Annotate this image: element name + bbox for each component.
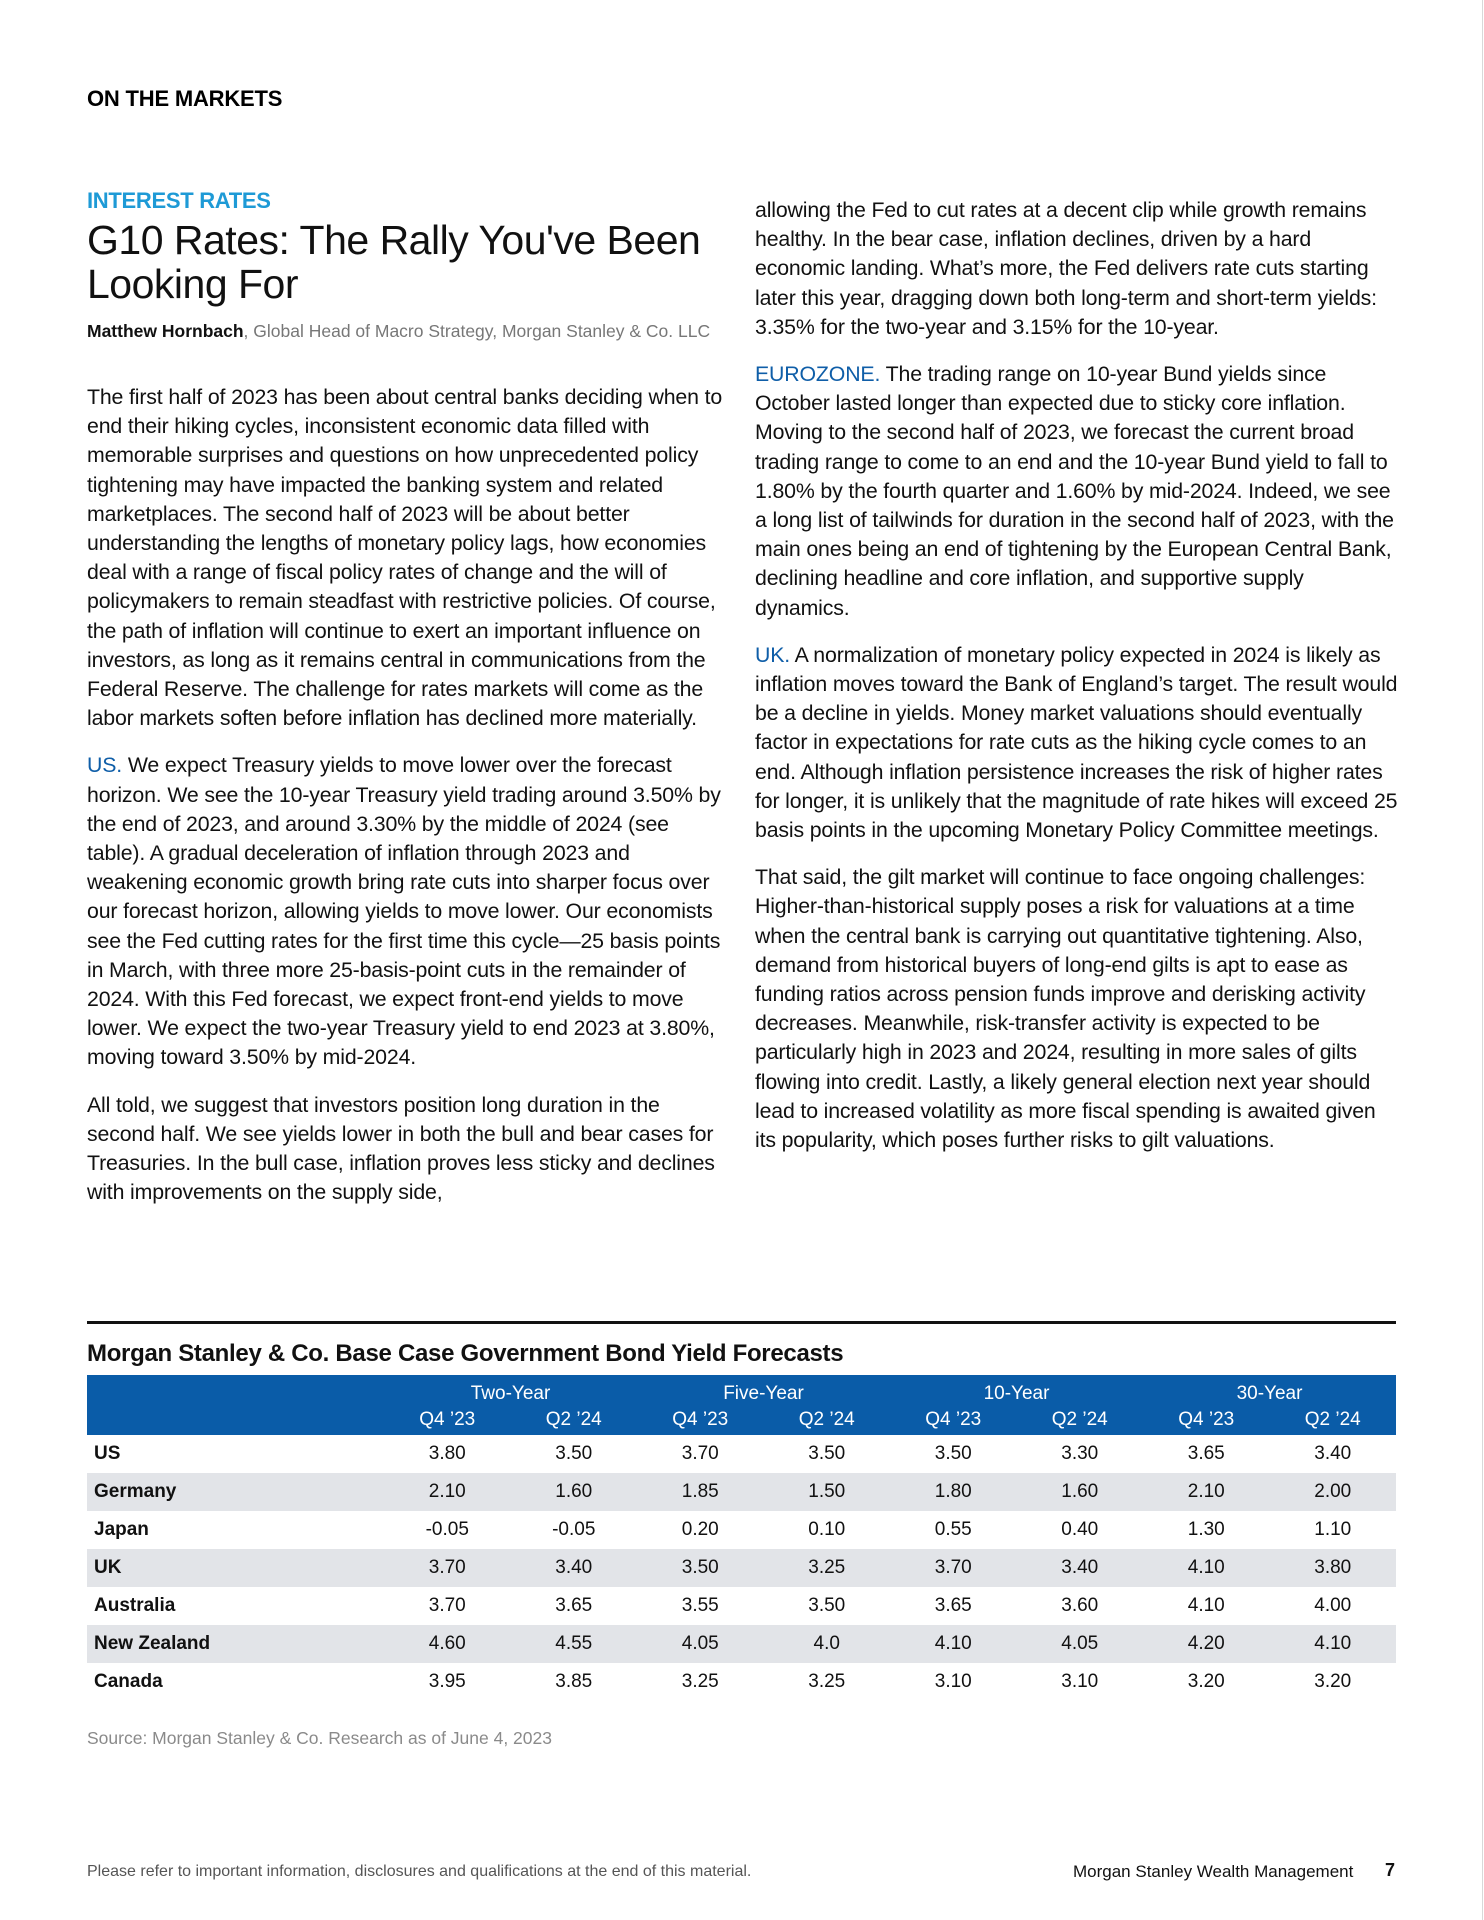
- cell: 0.40: [1061, 1519, 1099, 1540]
- subheader: Q4 ’23: [1143, 1405, 1270, 1435]
- cell: 3.10: [934, 1671, 972, 1692]
- cell: 4.05: [1017, 1625, 1144, 1663]
- table-row: [87, 1663, 1396, 1701]
- cell: 1.30: [1187, 1519, 1225, 1540]
- author-name: Matthew Hornbach: [87, 321, 244, 341]
- cell: 3.50: [555, 1443, 593, 1464]
- cell: 3.65: [1187, 1443, 1225, 1464]
- cell: 4.05: [637, 1625, 764, 1663]
- cell: -0.05: [425, 1519, 469, 1540]
- section-label: ON THE MARKETS: [87, 86, 283, 111]
- paragraph-continued: allowing the Fed to cut rates at a decent clip while growth remains healthy. In the bear case, inflation declines, driven by a hard economic landing. What’s more, the Fed delivers rate cuts starting later this year, dragging down both long-term and short-term yields: 3.35% for the two-year and 3.15% for the 10-year.: [755, 198, 1377, 339]
- table-row: [87, 1473, 1396, 1511]
- row-country: US: [94, 1443, 121, 1464]
- subheader: Q2 ’24: [1017, 1405, 1144, 1435]
- paragraph-us: US. We expect Treasury yields to move lower over the forecast horizon. We see the 10-year Treasury yield trading around 3.50% by the end of 2023, and around 3.30% by the middle of 2024 (see table). A gradual deceleration of inflation through 2023 and weakening economic growth bring rate cuts into sharper focus over our forecast horizon, allowing yields to move lower. Our economists see the Fed cutting rates for the first time this cycle—25 basis points in March, with three more 25-basis-point cuts in the remainder of 2024. With this Fed forecast, we expect front-end yields to move lower. We expect the two-year Treasury yield to end 2023 at 3.80%, moving toward 3.50% by mid-2024.: [87, 753, 721, 1070]
- cell: 3.70: [890, 1549, 1017, 1587]
- cell: 3.20: [1314, 1671, 1352, 1692]
- row-country: Japan: [94, 1519, 149, 1540]
- row-country: UK: [87, 1549, 384, 1587]
- cell: 3.40: [1017, 1549, 1144, 1587]
- header-blank: [87, 1405, 384, 1435]
- table-row: [87, 1549, 1396, 1587]
- right-column: [755, 196, 1400, 1155]
- yield-forecast-table: [87, 1375, 1396, 1701]
- cell: 3.70: [428, 1595, 466, 1616]
- cell: 0.55: [934, 1519, 972, 1540]
- cell: 4.10: [1143, 1549, 1270, 1587]
- region-lead-us: US.: [87, 753, 123, 778]
- cell: 4.60: [384, 1625, 511, 1663]
- cell: 3.25: [681, 1671, 719, 1692]
- article-kicker: INTEREST RATES: [87, 188, 271, 213]
- cell: 3.40: [1314, 1443, 1352, 1464]
- cell: 3.70: [384, 1549, 511, 1587]
- cell: 1.60: [511, 1473, 638, 1511]
- footer-brand: Morgan Stanley Wealth Management: [1073, 1862, 1354, 1881]
- cell: 3.10: [1061, 1671, 1099, 1692]
- byline: [87, 321, 737, 342]
- cell: 3.95: [428, 1671, 466, 1692]
- header-blank: [87, 1375, 384, 1405]
- subheader: Q2 ’24: [764, 1405, 891, 1435]
- cell: 3.40: [511, 1549, 638, 1587]
- cell: 1.10: [1314, 1519, 1352, 1540]
- cell: 4.10: [890, 1625, 1017, 1663]
- cell: 3.25: [808, 1671, 846, 1692]
- table-row: [87, 1435, 1396, 1473]
- table-source: Source: Morgan Stanley & Co. Research as of June 4, 2023: [87, 1728, 552, 1748]
- subheader: Q2 ’24: [511, 1405, 638, 1435]
- row-country: Germany: [87, 1473, 384, 1511]
- cell: 4.10: [1187, 1595, 1225, 1616]
- left-column: [87, 383, 732, 1207]
- cell: 0.20: [681, 1519, 719, 1540]
- cell: 3.55: [681, 1595, 719, 1616]
- cell: 3.50: [808, 1443, 846, 1464]
- cell: 1.50: [764, 1473, 891, 1511]
- cell: 3.80: [428, 1443, 466, 1464]
- cell: 3.65: [555, 1595, 593, 1616]
- subheader: Q4 ’23: [890, 1405, 1017, 1435]
- cell: 4.00: [1314, 1595, 1352, 1616]
- cell: 1.80: [890, 1473, 1017, 1511]
- cell: 0.10: [808, 1519, 846, 1540]
- group-header-10-year: 10-Year: [890, 1375, 1143, 1405]
- paragraph-uk: UK. A normalization of monetary policy expected in 2024 is likely as inflation moves toward the Bank of England’s target. The result would be a decline in yields. Money market valuations should eventually factor in expectations for rate cuts as the hiking cycle comes to an end. Although inflation persistence increases the risk of higher rates for longer, it is unlikely that the magnitude of rate hikes will exceed 25 basis points in the upcoming Monetary Policy Committee meetings.: [755, 642, 1398, 843]
- cell: 1.85: [637, 1473, 764, 1511]
- cell: 2.10: [1143, 1473, 1270, 1511]
- footer-disclaimer: Please refer to important information, disclosures and qualifications at the end of this material.: [87, 1863, 752, 1880]
- page-number: 7: [1385, 1860, 1396, 1880]
- cell: 3.50: [637, 1549, 764, 1587]
- group-header-30-year: 30-Year: [1143, 1375, 1396, 1405]
- cell: 3.85: [555, 1671, 593, 1692]
- row-country: New Zealand: [87, 1625, 384, 1663]
- paragraph-eurozone: EUROZONE. The trading range on 10-year Bund yields since October lasted longer than expected due to sticky core inflation. Moving to the second half of 2023, we forecast the current broad trading range to come to an end and the 10-year Bund yield to fall to 1.80% by the fourth quarter and 1.60% by mid-2024. Indeed, we see a long list of tailwinds for duration in the second half of 2023, with the main ones being an end of tightening by the European Central Bank, declining headline and core inflation, and supportive supply dynamics.: [755, 362, 1394, 620]
- cell: 4.20: [1143, 1625, 1270, 1663]
- subheader: Q2 ’24: [1270, 1405, 1397, 1435]
- cell: 4.10: [1270, 1625, 1397, 1663]
- author-role: , Global Head of Macro Strategy, Morgan Stanley & Co. LLC: [243, 321, 711, 341]
- group-header-five-year: Five-Year: [637, 1375, 890, 1405]
- table-row: [87, 1625, 1396, 1663]
- paragraph-gilt: That said, the gilt market will continue to face ongoing challenges: Higher-than-historical supply poses a risk for valuations at a time when the central bank is carrying out quantitative tightening. Also, demand from historical buyers of long-end gilts is apt to ease as funding ratios across pension funds improve and derisking activity decreases. Meanwhile, risk-transfer activity is expected to be particularly high in 2023 and 2024, resulting in more sales of gilts flowing into credit. Lastly, a likely general election next year should lead to increased volatility as more fiscal spending is awaited given its popularity, which poses further risks to gilt valuations.: [755, 865, 1376, 1153]
- group-header-two-year: Two-Year: [384, 1375, 637, 1405]
- cell: -0.05: [552, 1519, 596, 1540]
- cell: 3.50: [808, 1595, 846, 1616]
- table-title: Morgan Stanley & Co. Base Case Government Bond Yield Forecasts: [87, 1340, 844, 1367]
- cell: 4.0: [764, 1625, 891, 1663]
- cell: 2.10: [384, 1473, 511, 1511]
- cell: 3.65: [934, 1595, 972, 1616]
- table-row: [87, 1511, 1396, 1549]
- cell: 3.30: [1061, 1443, 1099, 1464]
- subheader: Q4 ’23: [637, 1405, 764, 1435]
- table-divider: [87, 1321, 1396, 1324]
- article-title: G10 Rates: The Rally You've Been Looking For: [87, 217, 701, 307]
- cell: 3.60: [1061, 1595, 1099, 1616]
- cell: 4.55: [511, 1625, 638, 1663]
- table-row: [87, 1587, 1396, 1625]
- subheader: Q4 ’23: [384, 1405, 511, 1435]
- cell: 3.70: [681, 1443, 719, 1464]
- region-lead-uk: UK.: [755, 642, 791, 667]
- row-country: Australia: [94, 1595, 176, 1616]
- paragraph-all-told: All told, we suggest that investors position long duration in the second half. We see yields lower in both the bull and bear cases for Treasuries. In the bull case, inflation proves less sticky and declines with improvements on the supply side,: [87, 1092, 715, 1205]
- cell: 3.25: [764, 1549, 891, 1587]
- row-country: Canada: [94, 1671, 163, 1692]
- cell: 3.20: [1187, 1671, 1225, 1692]
- page-edge: [1482, 0, 1483, 1920]
- paragraph-intro: The first half of 2023 has been about central banks deciding when to end their hiking cycles, inconsistent economic data filled with memorable surprises and questions on how unprecedented policy tightening may have impacted the banking system and related marketplaces. The second half of 2023 will be about better understanding the lengths of monetary policy lags, how economies deal with a range of fiscal policy rates of change and the will of policymakers to remain steadfast with restrictive policies. Of course, the path of inflation will continue to exert an important influence on investors, as long as it remains central in communications from the Federal Reserve. The challenge for rates markets will come as the labor markets soften before inflation has declined more materially.: [87, 385, 723, 731]
- cell: 2.00: [1270, 1473, 1397, 1511]
- cell: 3.80: [1270, 1549, 1397, 1587]
- cell: 1.60: [1017, 1473, 1144, 1511]
- cell: 3.50: [934, 1443, 972, 1464]
- region-lead-eurozone: EUROZONE.: [755, 362, 881, 387]
